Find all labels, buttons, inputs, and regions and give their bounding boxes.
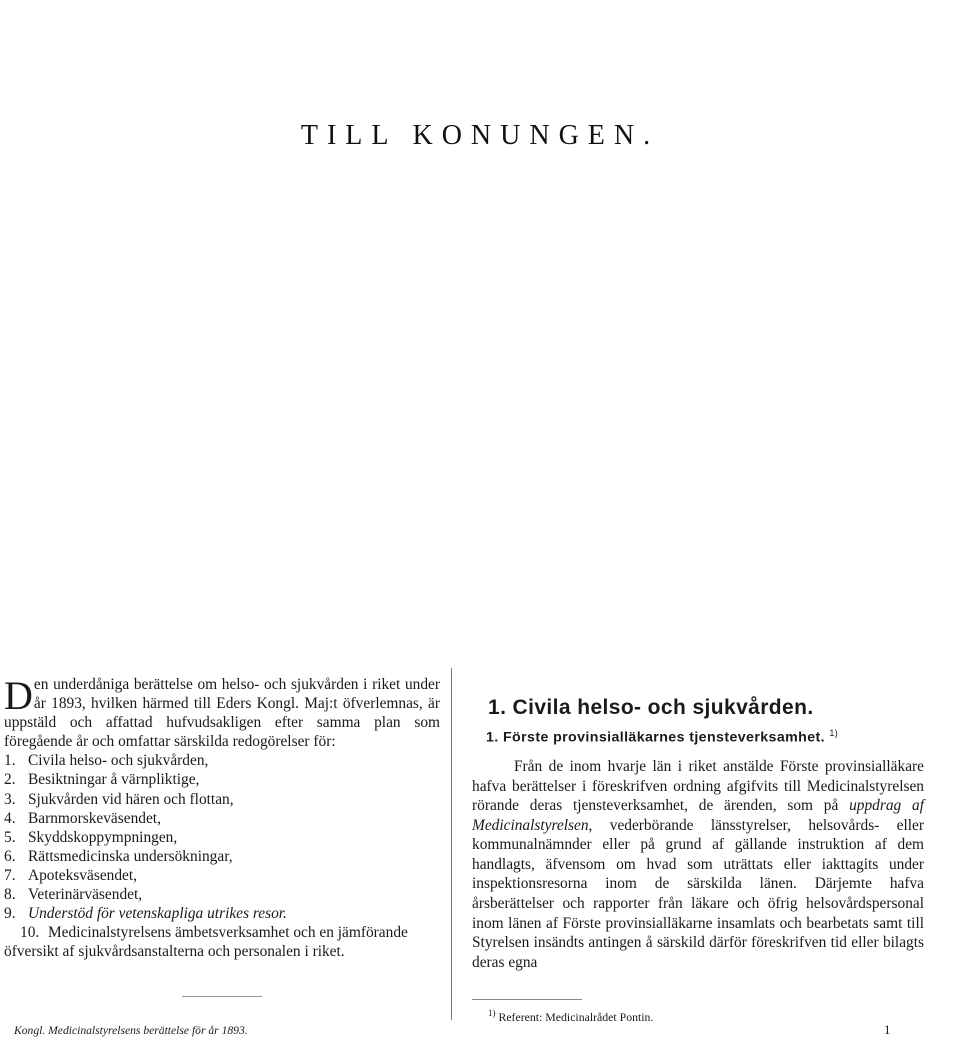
list-number: 8.	[4, 886, 16, 904]
body-text: Från de inom hvarje län i riket anstälde Förste provinsialläkare hafva berättelser i föreskrifven ordning afgifvits till Medicinalstyrelsen rörande deras tjensteverksamhet, de ärenden, som på	[472, 757, 924, 815]
list-text: Civila helso- och sjukvården,	[28, 752, 209, 770]
list-text: Besiktningar å värnpliktige,	[28, 771, 200, 789]
drop-cap: D	[4, 673, 33, 718]
footnote	[488, 1008, 653, 1025]
list-number: 7.	[4, 866, 16, 884]
body-text: , vederbörande länsstyrelser, helsovårds- eller kommunalnämnder eller på grund af gällande instruktion af dem handlagts, äfvensom om hvad som uträttats eller iakttagits under inspektionsresorna inom de särskilda länen. Därjemte hafva årsberättelser och rapporter från läkare och öfrig helsovårdspersonal inom länen af Förste provinsialläkarne insamlats och bearbetats samt till Styrelsen insändts antingen å särskild därför föreskrifven tid eller bilagts deras egna	[472, 816, 924, 971]
list-item	[4, 770, 440, 789]
list-number: 1.	[4, 752, 16, 770]
list-item	[4, 751, 440, 770]
list-text: Sjukvården vid hären och flottan,	[28, 790, 234, 808]
list-text: Medicinalstyrelsens ämbetsverksamhet och en jämförande öfversikt af sjukvårdsanstalterna och personalen i riket.	[4, 924, 408, 961]
footnote-marker: 1)	[488, 1008, 496, 1018]
body-paragraph	[472, 757, 924, 973]
column-divider	[451, 668, 452, 1020]
body-text-italic: uppdrag af Medicinalstyrelsen	[472, 797, 924, 834]
footnote-text: Referent: Medicinalrådet Pontin.	[498, 1009, 654, 1024]
list-number: 10.	[20, 924, 40, 942]
list-item	[4, 809, 440, 828]
list-number: 5.	[4, 828, 16, 846]
list-text: Veterinärväsendet,	[28, 886, 143, 904]
footnote-rule	[472, 999, 582, 1000]
list-text: Apoteksväsendet,	[28, 866, 137, 884]
right-column	[472, 698, 924, 972]
subsection-heading	[486, 724, 924, 748]
intro-text: en underdåniga berättelse om helso- och sjukvården i riket under år 1893, hvilken härmed till Eders Kongl. Maj:t öfverlemnas, är uppstäld och affattad hufvudsakligen efter samma plan som föregående år och omfattar särskilda redogörelser för:	[4, 676, 440, 751]
list-item	[4, 866, 440, 885]
list-number: 2.	[4, 771, 16, 789]
list-number: 3.	[4, 790, 16, 808]
running-footer: Kongl. Medicinalstyrelsens berättelse för år 1893.	[14, 1024, 248, 1037]
page-number: 1	[884, 1022, 891, 1037]
subsection-heading-text: 1. Förste provinsialläkarnes tjensteverksamhet.	[486, 729, 825, 746]
list-text: Skyddskoppympningen,	[28, 828, 178, 846]
list-text: Rättsmedicinska undersökningar,	[28, 847, 233, 865]
list-number: 6.	[4, 847, 16, 865]
list-item	[4, 828, 440, 847]
list-item	[4, 923, 440, 961]
list-text: Barnmorskeväsendet,	[28, 809, 161, 827]
list-item	[4, 885, 440, 904]
list-number: 4.	[4, 809, 16, 827]
list-number: 9.	[4, 905, 16, 923]
intro-paragraph	[4, 675, 440, 751]
list-text: Understöd för vetenskapliga utrikes resor.	[28, 905, 287, 923]
list-item	[4, 847, 440, 866]
list-item	[4, 904, 440, 923]
separator-rule	[182, 996, 262, 997]
section-heading: 1. Civila helso- och sjukvården.	[488, 696, 814, 719]
contents-list	[4, 751, 440, 961]
list-item	[4, 790, 440, 809]
left-column	[4, 675, 440, 961]
page-title: TILL KONUNGEN.	[300, 120, 660, 151]
footnote-reference: 1)	[829, 727, 839, 738]
